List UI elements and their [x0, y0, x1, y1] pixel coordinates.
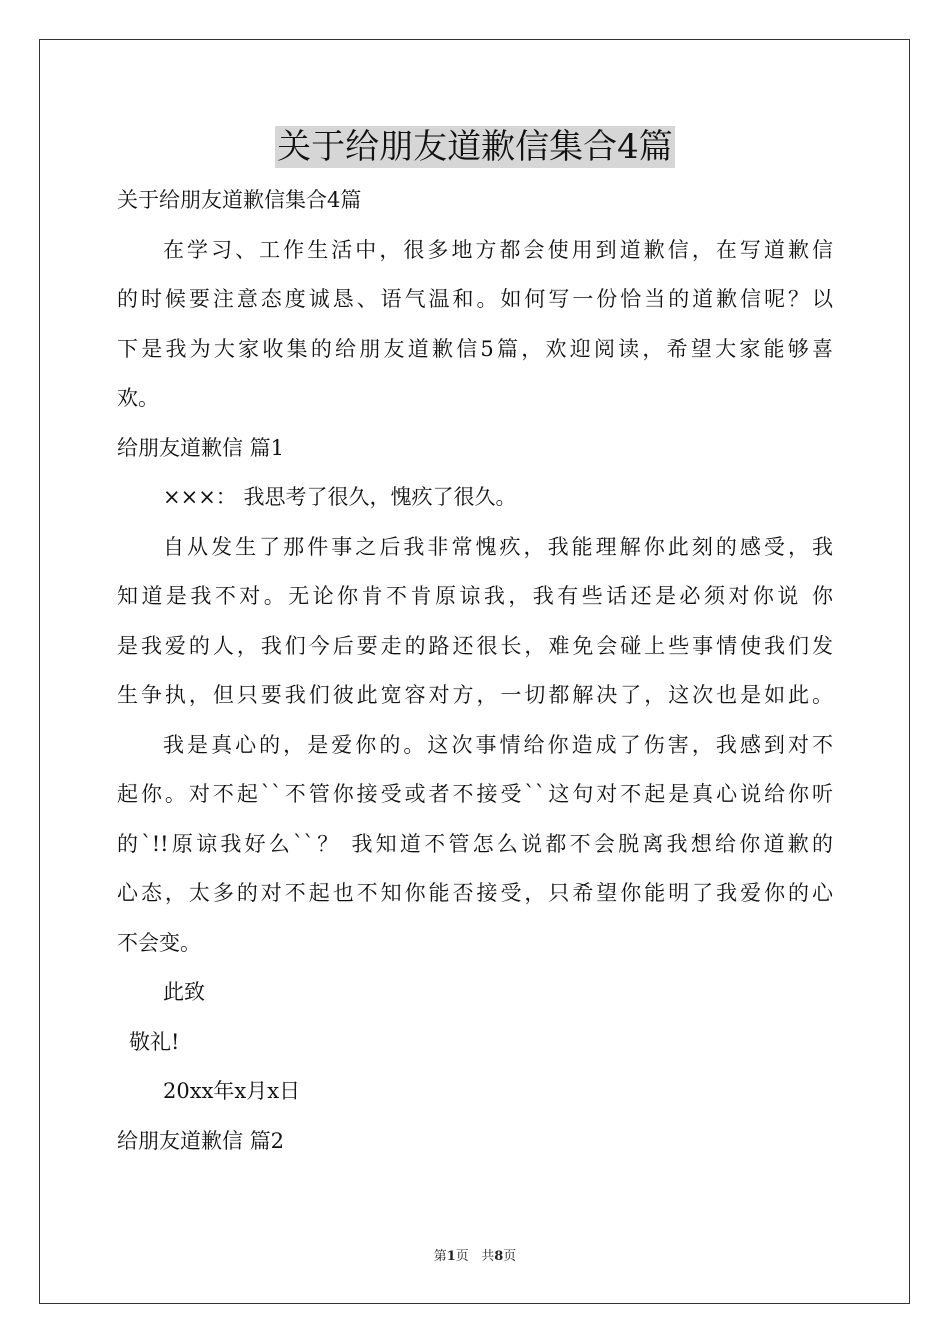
section-heading: 给朋友道歉信 篇2	[117, 1128, 285, 1153]
body-line: 知道是我不对。无论你肯不肯原谅我，我有些话还是必须对你说 你	[117, 584, 833, 608]
document-title: 关于给朋友道歉信集合4篇	[277, 127, 673, 167]
body-line: 自从发生了那件事之后我非常愧疚，我能理解你此刻的感受，我	[163, 534, 833, 559]
body-line: 欢。	[117, 386, 159, 410]
page-prefix: 第	[433, 1249, 447, 1264]
page-footer	[0, 1245, 950, 1264]
body-line: 我是真心的，是爱你的。这次事情给你造成了伤害，我感到对不	[163, 732, 833, 757]
body-line: 生争执，但只要我们彼此宽容对方，一切都解决了，这次也是如此。	[117, 683, 833, 707]
page-current: 1	[446, 1249, 456, 1264]
body-line: 的`!!原谅我好么``？ 我知道不管怎么说都不会脱离我想给你道歉的	[117, 831, 833, 856]
title-container	[0, 126, 950, 168]
body-line: 心态，太多的对不起也不知你能否接受，只希望你能明了我爱你的心	[117, 881, 833, 905]
total-suffix: 页	[503, 1249, 517, 1264]
body-line: 在学习、工作生活中，很多地方都会使用到道歉信，在写道歉信	[163, 237, 833, 262]
body-line: 是我爱的人，我们今后要走的路还很长，难免会碰上些事情使我们发	[117, 633, 833, 658]
body-line: 下是我为大家收集的给朋友道歉信5篇，欢迎阅读，希望大家能够喜	[117, 336, 833, 361]
document-body	[117, 176, 833, 1166]
body-line: 起你。对不起``不管你接受或者不接受``这句对不起是真心说给你听	[117, 782, 833, 806]
closing-line: 此致	[163, 980, 205, 1004]
section-heading: 给朋友道歉信 篇1	[117, 435, 285, 460]
body-line: 的时候要注意态度诚恳、语气温和。如何写一份恰当的道歉信呢？以	[117, 287, 833, 311]
salutation: ×××： 我思考了很久，愧疚了很久。	[163, 485, 517, 509]
body-line: 关于给朋友道歉信集合4篇	[117, 188, 362, 212]
closing-regards: 敬礼!	[129, 1029, 180, 1054]
page-total: 8	[494, 1249, 504, 1264]
page-suffix: 页	[455, 1249, 469, 1264]
total-prefix: 共	[481, 1249, 495, 1264]
body-line: 不会变。	[117, 930, 201, 955]
date-line: 20xx年x月x日	[163, 1079, 301, 1103]
